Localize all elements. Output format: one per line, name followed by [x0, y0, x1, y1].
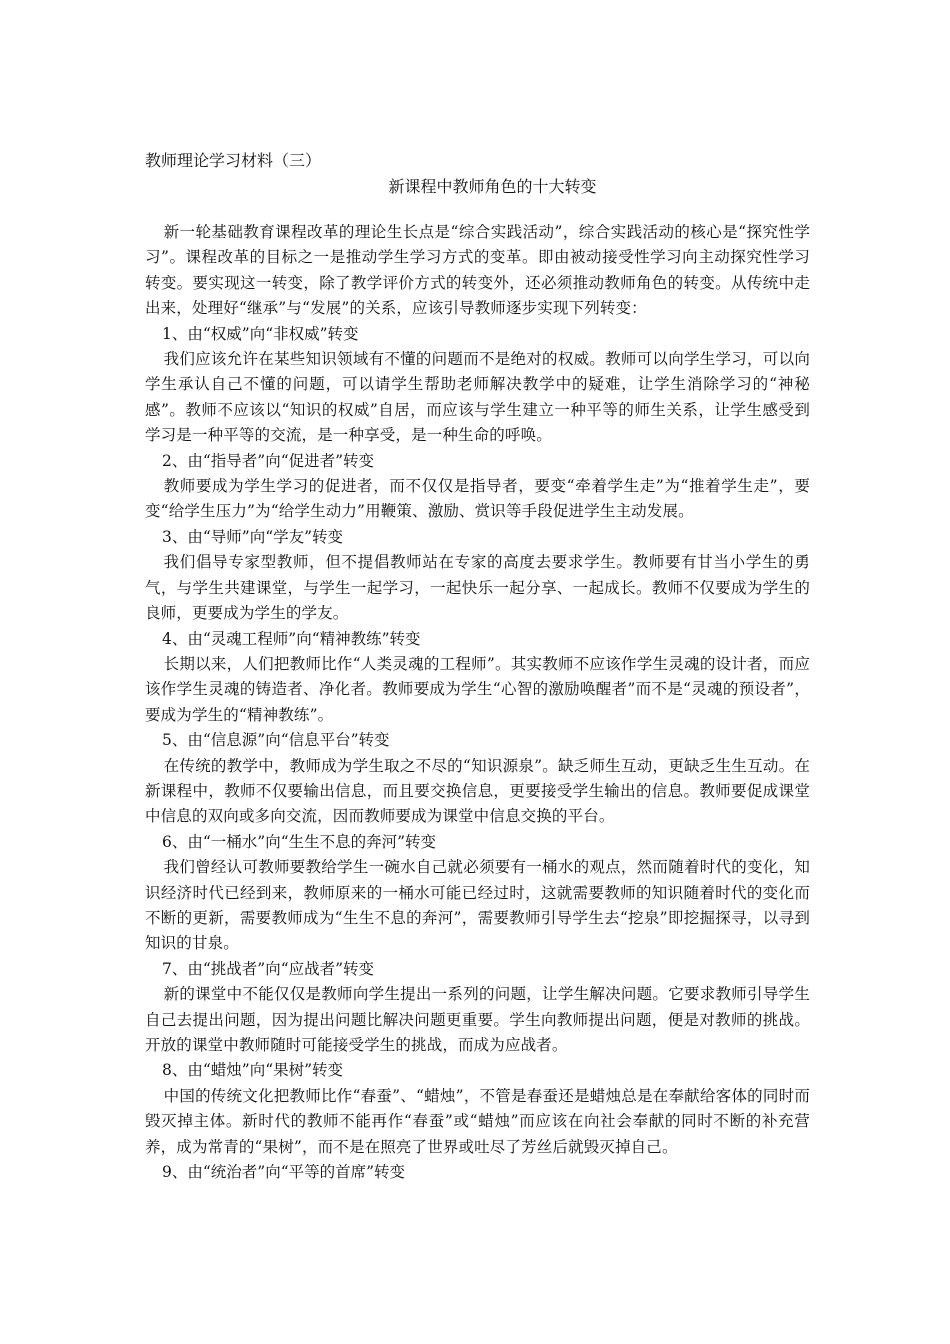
- section-heading-9: 9、由“统治者”向“平等的首席”转变: [162, 1163, 406, 1182]
- document-label: 教师理论学习材料（三）: [145, 151, 322, 170]
- section-body-6: 我们曾经认可教师要教给学生一碗水自己就必须要有一桶水的观点，然而随着时代的变化，知识经济时代已经到来，教师原来的一桶水可能已经过时，这就需要教师的知识随着时代的变化而不断的更新，需要教师成为“生生不息的奔河”，需要教师引导学生去“挖泉”即挖掘探寻，以寻到知识的甘泉。: [145, 858, 810, 953]
- document-title: 新课程中教师角色的十大转变: [388, 177, 597, 196]
- section-body-1: 我们应该允许在某些知识领域有不懂的问题而不是绝对的权威。教师可以向学生学习，可以向学生承认自己不懂的问题，可以请学生帮助老师解决教学中的疑难，让学生消除学习的“神秘感”。教师不应该以“知识的权威”自居，而应该与学生建立一种平等的师生关系，让学生感受到学习是一种平等的交流，是一种享受，是一种生命的呼唤。: [145, 350, 810, 445]
- section-body-5: 在传统的教学中，教师成为学生取之不尽的“知识源泉”。缺乏师生互动，更缺乏生生互动。在新课程中，教师不仅要输出信息，而且要交换信息，更要接受学生输出的信息。教师要促成课堂中信息的双向或多向交流，因而教师要成为课堂中信息交换的平台。: [145, 756, 810, 826]
- document-page: [145, 148, 810, 1185]
- section-heading-2: 2、由“指导者”向“促进者”转变: [162, 451, 375, 470]
- section-heading-8: 8、由“蜡烛”向“果树”转变: [162, 1061, 344, 1080]
- intro-paragraph: 新一轮基础教育课程改革的理论生长点是“综合实践活动”，综合实践活动的核心是“探究性学习”。课程改革的目标之一是推动学生学习方式的变革。即由被动接受性学习向主动探究性学习转变。要实现这一转变，除了教学评价方式的转变外，还必须推动教师角色的转变。从传统中走出来，处理好“继承”与“发展”的关系，应该引导教师逐步实现下列转变：: [145, 223, 810, 318]
- section-body-7: 新的课堂中不能仅仅是教师向学生提出一系列的问题，让学生解决问题。它要求教师引导学生自己去提出问题，因为提出问题比解决问题更重要。学生向教师提出问题，便是对教师的挑战。开放的课堂中教师随时可能接受学生的挑战，而成为应战者。: [145, 985, 810, 1054]
- section-heading-4: 4、由“灵魂工程师”向“精神教练”转变: [162, 629, 421, 648]
- section-heading-5: 5、由“信息源”向“信息平台”转变: [162, 731, 390, 750]
- section-body-8: 中国的传统文化把教师比作“春蚕”、“蜡烛”，不管是春蚕还是蜡烛总是在奉献给客体的同时而毁灭掉主体。新时代的教师不能再作“春蚕”或“蜡烛”而应该在向社会奉献的同时不断的补充营养，成为常青的“果树”，而不是在照亮了世界或吐尽了芳丝后就毁灭掉自己。: [145, 1086, 810, 1156]
- section-heading-3: 3、由“导师”向“学友”转变: [162, 527, 344, 546]
- section-heading-6: 6、由“一桶水”向“生生不息的奔河”转变: [162, 832, 437, 851]
- section-body-2: 教师要成为学生学习的促进者，而不仅仅是指导者，要变“牵着学生走”为“推着学生走”，要变“给学生压力”为“给学生动力”用鞭策、激励、赏识等手段促进学生主动发展。: [145, 477, 810, 521]
- section-heading-7: 7、由“挑战者”向“应战者”转变: [162, 959, 375, 978]
- section-body-4: 长期以来，人们把教师比作“人类灵魂的工程师”。其实教师不应该作学生灵魂的设计者，而应该作学生灵魂的铸造者、净化者。教师要成为学生“心智的激励唤醒者”而不是“灵魂的预设者”，要成为学生的“精神教练”。: [145, 654, 810, 724]
- section-body-3: 我们倡导专家型教师，但不提倡教师站在专家的高度去要求学生。教师要有甘当小学生的勇气，与学生共建课堂，与学生一起学习，一起快乐一起分享、一起成长。教师不仅要成为学生的良师，更要成为学生的学友。: [145, 553, 810, 623]
- section-heading-1: 1、由“权威”向“非权威”转变: [162, 324, 359, 343]
